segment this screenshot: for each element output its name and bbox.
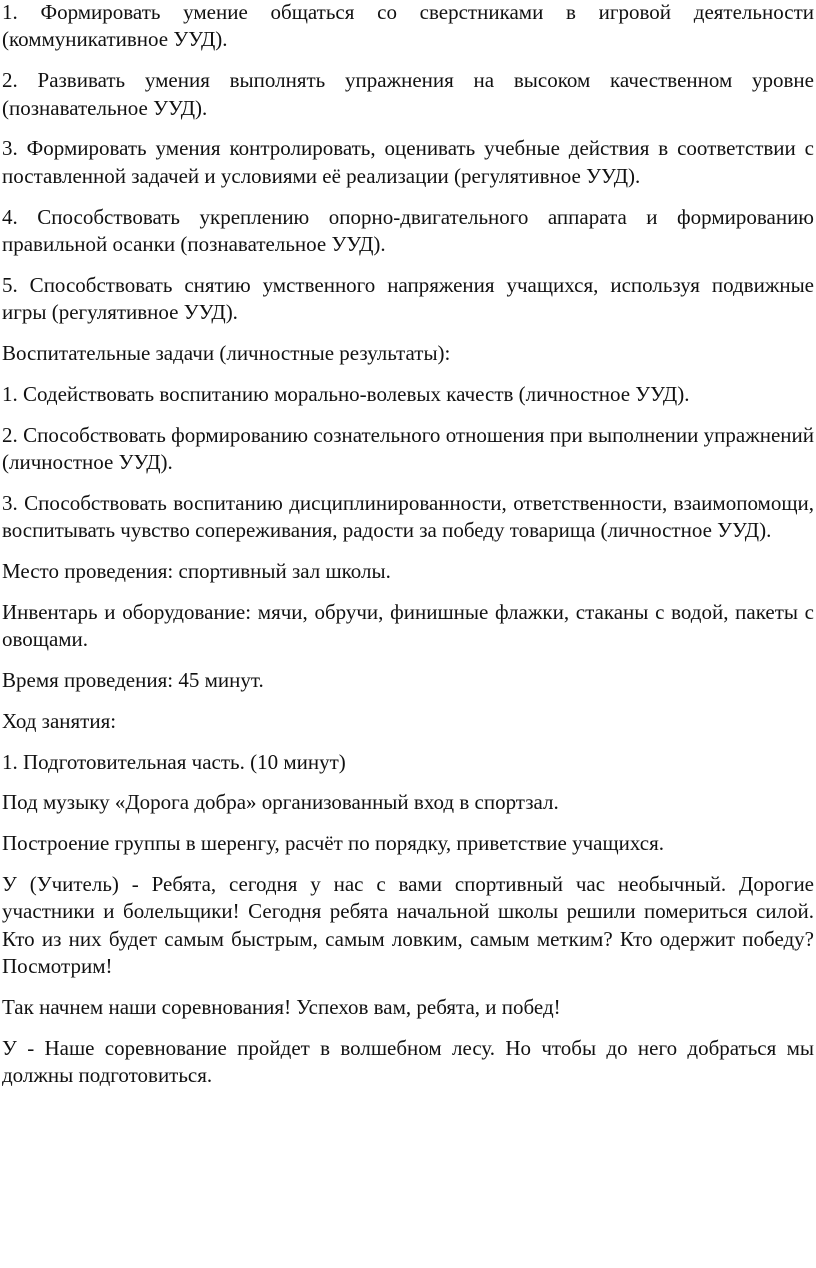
- paragraph-educational-task-2: 2. Способствовать формированию сознательного отношения при выполнении упражнений (личностное УУД).: [2, 422, 814, 475]
- paragraph-teacher-speech-2: У - Наше соревнование пройдет в волшебном лесу. Но чтобы до него добраться мы должны подготовиться.: [2, 1035, 814, 1088]
- paragraph-preparatory-part: 1. Подготовительная часть. (10 минут): [2, 749, 346, 774]
- paragraph-objective-4: 4. Способствовать укреплению опорно-двигательного аппарата и формированию правильной осанки (познавательное УУД).: [2, 204, 814, 257]
- paragraph-educational-tasks-heading: Воспитательные задачи (личностные результаты):: [2, 341, 451, 366]
- paragraph-duration: Время проведения: 45 минут.: [2, 668, 264, 693]
- paragraph-lesson-progress: Ход занятия:: [2, 708, 117, 733]
- paragraph-line-up: Построение группы в шеренгу, расчёт по порядку, приветствие учащихся.: [2, 831, 665, 856]
- paragraph-educational-task-3: 3. Способствовать воспитанию дисциплинированности, ответственности, взаимопомощи, воспитывать чувство сопереживания, радости за победу товарища (личностное УУД).: [2, 490, 814, 543]
- paragraph-objective-5: 5. Способствовать снятию умственного напряжения учащихся, используя подвижные игры (регулятивное УУД).: [2, 272, 814, 325]
- paragraph-objective-1: 1. Формировать умение общаться со сверстниками в игровой деятельности (коммуникативное УУД).: [2, 0, 814, 52]
- paragraph-venue: Место проведения: спортивный зал школы.: [2, 559, 391, 584]
- paragraph-objective-3: 3. Формировать умения контролировать, оценивать учебные действия в соответствии с поставленной задачей и условиями её реализации (регулятивное УУД).: [2, 136, 814, 188]
- paragraph-competition-start: Так начнем наши соревнования! Успехов вам, ребята, и побед!: [2, 995, 561, 1020]
- paragraph-objective-2: 2. Развивать умения выполнять упражнения на высоком качественном уровне (познавательное УУД).: [2, 68, 814, 120]
- paragraph-teacher-speech-1: У (Учитель) - Ребята, сегодня у нас с вами спортивный час необычный. Дорогие участники и болельщики! Сегодня ребята начальной школы решили помериться силой. Кто из них будет самым быстрым, самым ловким, самым метким? Кто одержит победу? Посмотрим!: [2, 872, 814, 979]
- paragraph-music-entry: Под музыку «Дорога добра» организованный вход в спортзал.: [2, 790, 559, 815]
- paragraph-educational-task-1: 1. Содействовать воспитанию морально-волевых качеств (личностное УУД).: [2, 381, 690, 406]
- paragraph-equipment: Инвентарь и оборудование: мячи, обручи, финишные флажки, стаканы с водой, пакеты с овощами.: [2, 599, 814, 652]
